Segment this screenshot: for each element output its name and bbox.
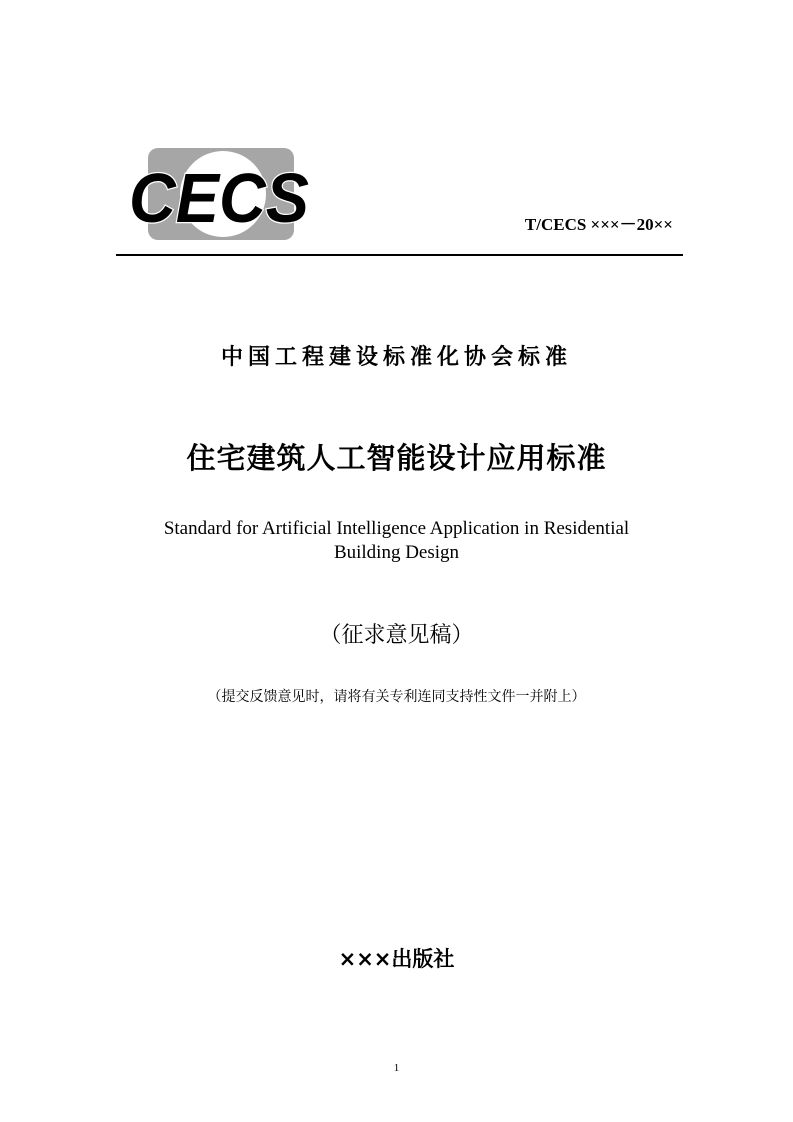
submission-note: （提交反馈意见时，请将有关专利连同支持性文件一并附上）	[207, 689, 586, 705]
header-divider	[116, 254, 683, 256]
page-number: 1	[393, 1062, 400, 1074]
publisher: ×××出版社	[338, 947, 455, 971]
english-title-line1: Standard for Artificial Intelligence Application in Residential	[163, 518, 630, 539]
association-name: 中国工程建设标准化协会标准	[220, 345, 572, 370]
english-title	[0, 517, 793, 565]
draft-label: （征求意见稿）	[319, 623, 474, 648]
cecs-logo	[126, 146, 312, 242]
document-title: 住宅建筑人工智能设计应用标准	[186, 441, 607, 475]
svg-text:CECS: CECS	[129, 159, 309, 237]
standard-number: T/CECS ×××－20××	[524, 215, 673, 234]
english-title-line2: Building Design	[333, 542, 460, 563]
